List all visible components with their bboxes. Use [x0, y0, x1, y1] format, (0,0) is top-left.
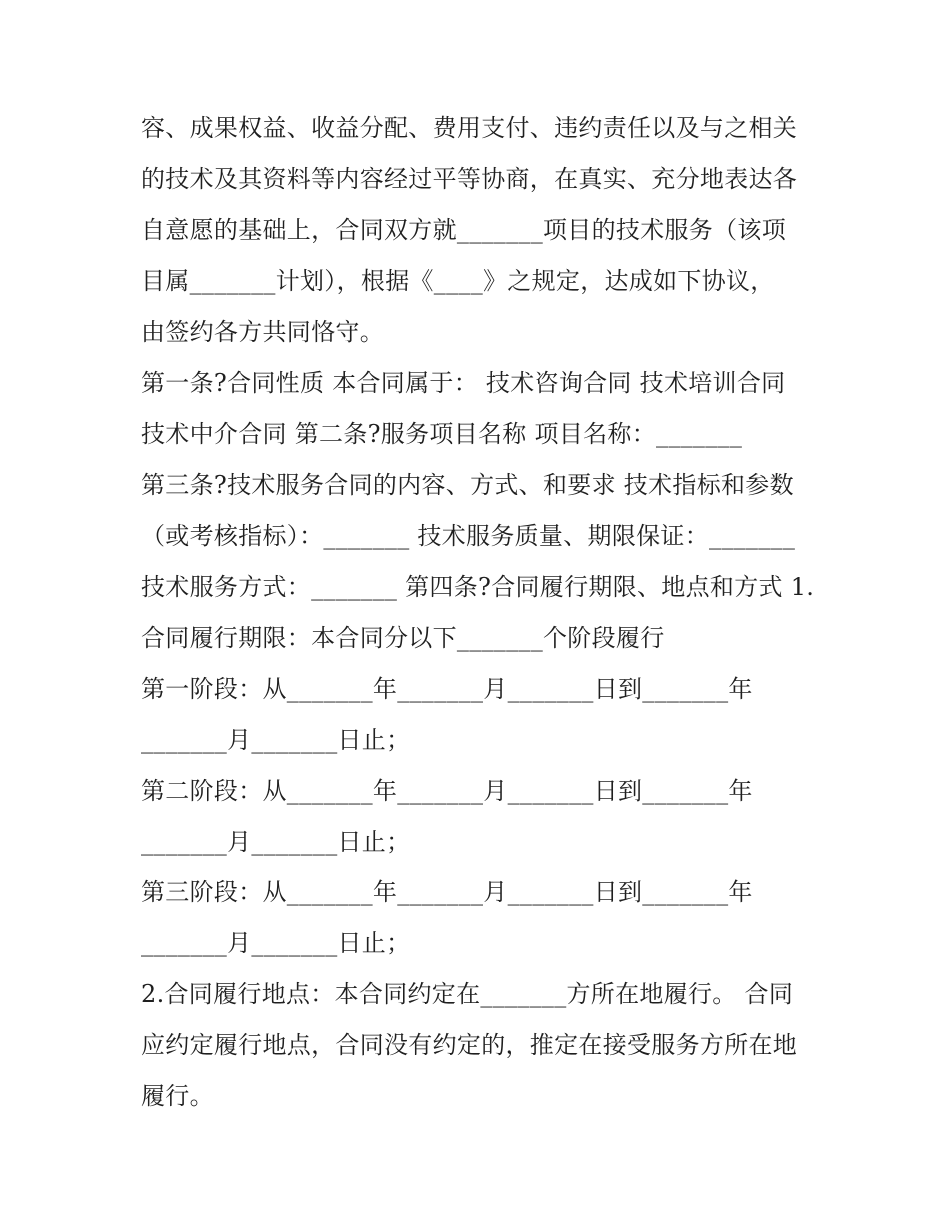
text-line: 目属_______计划），根据《____》之规定，达成如下协议，	[141, 267, 775, 295]
text-line: _______月_______日止；	[141, 828, 411, 856]
text-line: 的技术及其资料等内容经过平等协商，在真实、充分地表达各	[141, 165, 798, 193]
text-line: 2.合同履行地点：本合同约定在_______方所在地履行。 合同	[141, 980, 794, 1008]
text-line: 技术中介合同 第二条?服务项目名称 项目名称：_______	[141, 420, 743, 448]
text-line: 第一条?合同性质 本合同属于： 技术咨询合同 技术培训合同	[141, 369, 786, 397]
text-line: （或考核指标）：_______ 技术服务质量、期限保证：_______	[141, 522, 796, 550]
text-line: 由签约各方共同恪守。	[141, 318, 384, 346]
text-line: 第三阶段：从_______年_______月_______日到_______年	[141, 878, 753, 906]
text-line: 第三条?技术服务合同的内容、方式、和要求 技术指标和参数	[141, 471, 794, 499]
text-line: 第二阶段：从_______年_______月_______日到_______年	[141, 777, 753, 805]
text-line: 第一阶段：从_______年_______月_______日到_______年	[141, 675, 753, 703]
text-line: 技术服务方式：_______ 第四条?合同履行期限、地点和方式 1.	[141, 573, 815, 601]
text-line: 应约定履行地点，合同没有约定的，推定在接受服务方所在地	[141, 1031, 798, 1059]
text-line: 履行。	[141, 1082, 214, 1110]
text-line: 容、成果权益、收益分配、费用支付、违约责任以及与之相关	[141, 114, 798, 142]
text-line: _______月_______日止；	[141, 929, 411, 957]
text-line: 合同履行期限：本合同分以下_______个阶段履行	[141, 624, 665, 652]
text-line: _______月_______日止；	[141, 726, 411, 754]
text-line: 自意愿的基础上，合同双方就_______项目的技术服务（该项	[141, 216, 786, 244]
